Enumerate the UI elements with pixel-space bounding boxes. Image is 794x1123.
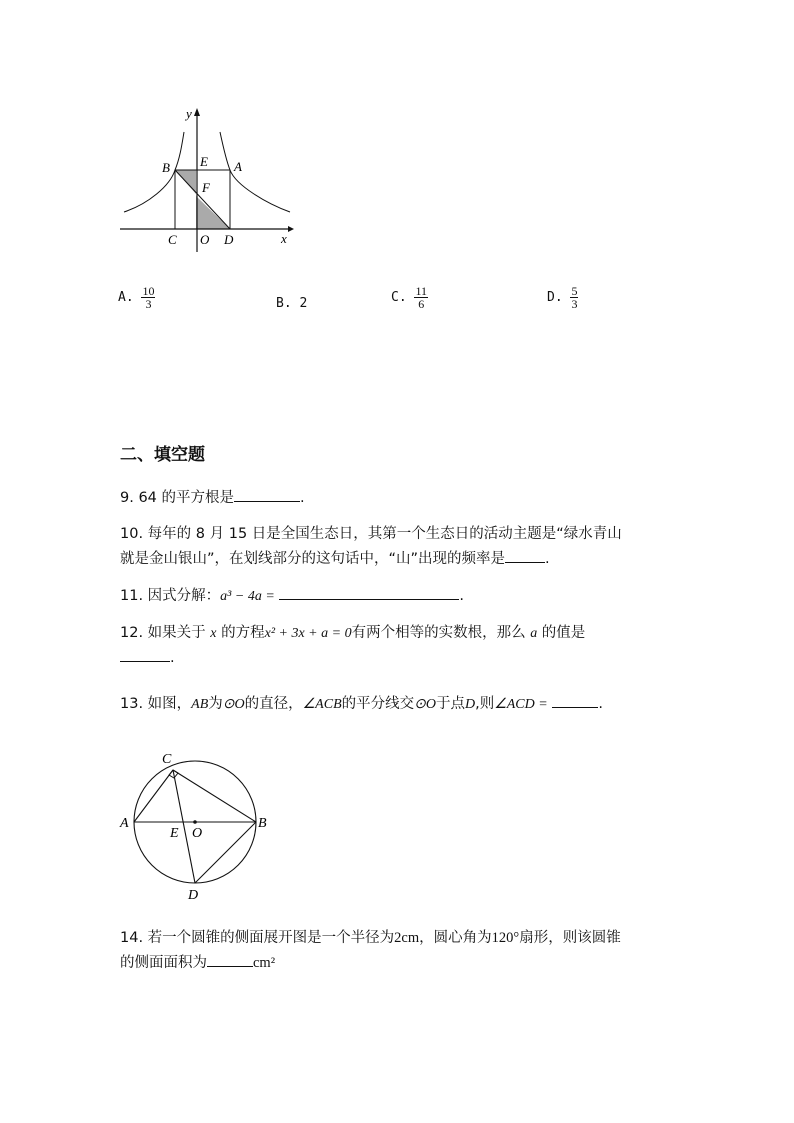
- section-title: 二、填空题: [120, 445, 205, 465]
- label-x: x: [281, 231, 287, 246]
- answer-blank[interactable]: [234, 487, 300, 502]
- label-C: C: [168, 232, 177, 247]
- choice-c[interactable]: C. $\frac{11}{6}$: [391, 284, 428, 311]
- question-12: 12. 如果关于 x 的方程x² + 3x + a = 0有两个相等的实数根，那么 a 的值是: [120, 625, 586, 641]
- label-C: C: [162, 752, 172, 767]
- question-11: 11. 因式分解：a³ − 4a = .: [120, 584, 464, 609]
- circle-figure: [118, 745, 278, 905]
- hyperbola-figure: [118, 104, 298, 254]
- fraction: $\frac{5}{3}$: [571, 284, 578, 311]
- label-B: B: [162, 160, 170, 175]
- question-10-line2: 就是金山银山”，在划线部分的这句话中，“山”出现的频率是 .: [120, 547, 550, 572]
- answer-blank[interactable]: [552, 693, 598, 708]
- answer-blank[interactable]: [505, 548, 545, 563]
- label-A: A: [234, 159, 242, 174]
- choice-a[interactable]: A. $\frac{10}{3}$: [118, 284, 155, 311]
- fraction: $\frac{10}{3}$: [142, 284, 155, 311]
- label-A: A: [120, 816, 129, 831]
- label-O: O: [200, 232, 210, 247]
- question-13: 13. 如图，AB为⊙O的直径，∠ACB的平分线交⊙O于点D,则∠ACD = .: [120, 692, 603, 717]
- answer-blank[interactable]: [207, 952, 253, 967]
- answer-blank[interactable]: [120, 647, 170, 662]
- label-B: B: [258, 816, 267, 831]
- label-F: F: [202, 180, 210, 195]
- label-D: D: [188, 888, 199, 903]
- question-14-line1: 14. 若一个圆锥的侧面展开图是一个半径为2cm，圆心角为120°扇形，则该圆锥: [120, 930, 621, 946]
- label-E: E: [200, 154, 208, 169]
- question-14-line2: 的侧面面积为 cm²: [120, 951, 275, 976]
- label-E: E: [170, 826, 179, 841]
- question-9: 9. 64 的平方根是 .: [120, 486, 305, 511]
- question-12-line2: .: [120, 646, 175, 671]
- choice-d[interactable]: D. $\frac{5}{3}$: [547, 284, 578, 311]
- math-expression: x² + 3x + a = 0: [264, 626, 352, 641]
- label-O: O: [192, 826, 203, 841]
- fraction: $\frac{11}{6}$: [415, 284, 428, 311]
- question-10-line1: 10. 每年的 8 月 15 日是全国生态日，其第一个生态日的活动主题是“绿水青山: [120, 526, 622, 542]
- math-expression: a³ − 4a =: [220, 589, 275, 604]
- label-y: y: [186, 106, 192, 121]
- answer-blank[interactable]: [279, 585, 459, 600]
- choice-b[interactable]: B. 2: [276, 296, 308, 311]
- label-D: D: [224, 232, 234, 247]
